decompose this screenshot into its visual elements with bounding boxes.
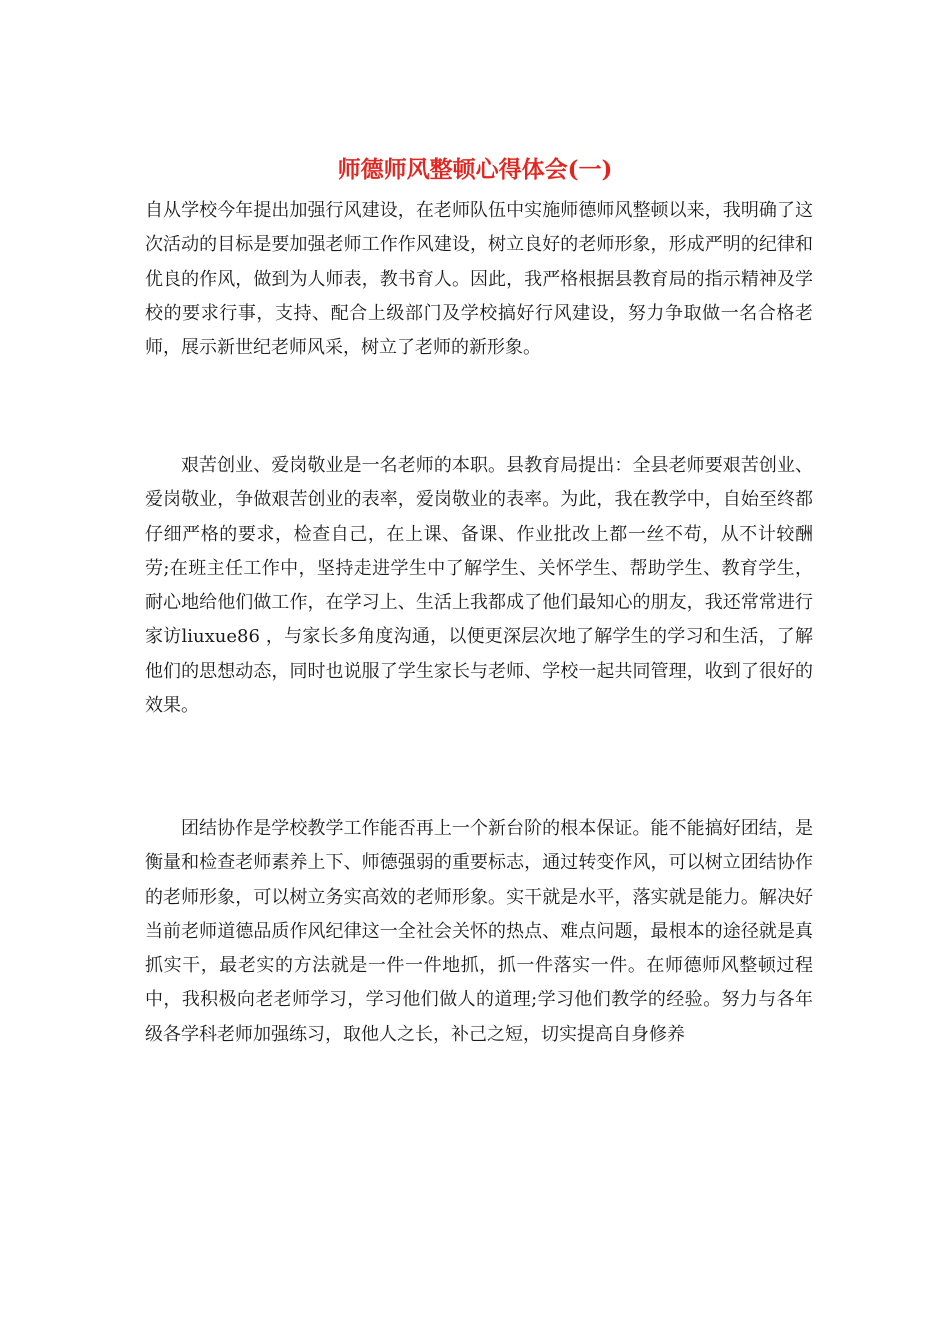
paragraph-2: 艰苦创业、爱岗敬业是一名老师的本职。县教育局提出：全县老师要艰苦创业、爱岗敬业，争做艰苦创业的表率，爱岗敬业的表率。为此，我在教学中，自始至终都仔细严格的要求，检查自己，在上课、备课、作业批改上都一丝不苟，从不计较酬劳;在班主任工作中，坚持走进学生中了解学生、关怀学生、帮助学生、教育学生，耐心地给他们做工作，在学习上、生活上我都成了他们最知心的朋友，我还常常进行家访liuxue86 ，与家长多角度沟通，以便更深层次地了解学生的学习和生活，了解他们的思想动态，同时也说服了学生家长与老师、学校一起共同管理，收到了很好的效果。 <box>145 455 813 717</box>
paragraph-1: 自从学校今年提出加强行风建设，在老师队伍中实施师德师风整顿以来，我明确了这次活动的目标是要加强老师工作作风建设，树立良好的老师形象，形成严明的纪律和优良的作风，做到为人师表，教书育人。因此，我严格根据县教育局的指示精神及学校的要求行事，支持、配合上级部门及学校搞好行风建设，努力争取做一名合格老师，展示新世纪老师风采，树立了老师的新形象。 <box>145 200 813 359</box>
paragraph-3: 团结协作是学校教学工作能否再上一个新台阶的根本保证。能不能搞好团结，是衡量和检查老师素养上下、师德强弱的重要标志，通过转变作风，可以树立团结协作的老师形象，可以树立务实高效的老师形象。实干就是水平，落实就是能力。解决好当前老师道德品质作风纪律这一全社会关怀的热点、难点问题，最根本的途径就是真抓实干，最老实的方法就是一件一件地抓，抓一件落实一件。在师德师风整顿过程中，我积极向老老师学习，学习他们做人的道理;学习他们教学的经验。努力与各年级各学科老师加强练习，取他人之长，补己之短，切实提高自身修养 <box>145 818 813 1045</box>
document-title: 师德师风整顿心得体会(一) <box>337 156 613 183</box>
